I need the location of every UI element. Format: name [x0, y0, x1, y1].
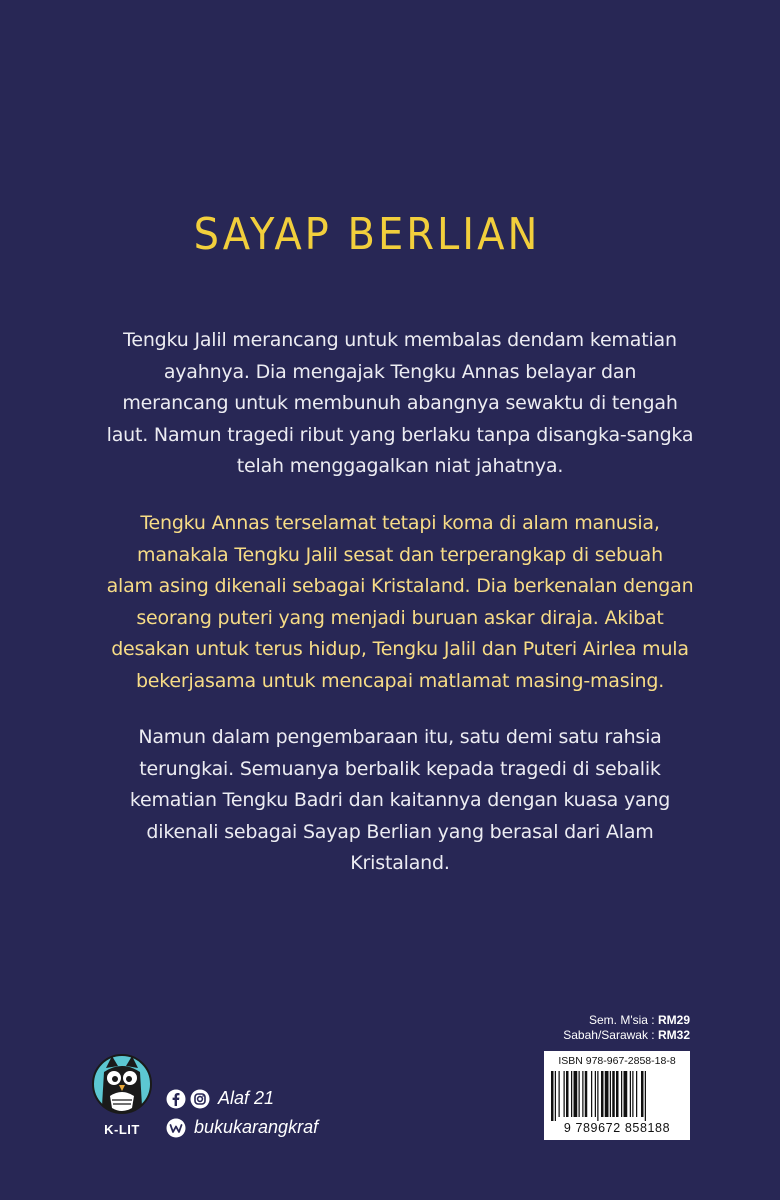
social-handle: bukukarangkraf [194, 1117, 319, 1137]
barcode-bar [632, 1071, 633, 1117]
barcode-bar [571, 1071, 572, 1117]
synopsis-line: alam asing dikenali sebagai Kristaland. Dia berkenalan dengan [106, 575, 694, 597]
barcode-bar [621, 1071, 622, 1117]
barcode-bar [564, 1071, 565, 1117]
synopsis-line: ayahnya. Dia mengajak Tengku Annas belayar dan [163, 360, 637, 383]
synopsis-line: merancang untuk membunuh abangnya sewaktu di tengah [122, 392, 678, 414]
isbn-barcode [544, 1051, 690, 1140]
social-handle: Alaf 21 [218, 1088, 275, 1108]
synopsis-paragraph-2 [80, 508, 720, 697]
barcode-bars [551, 1071, 683, 1121]
price-list [563, 1013, 690, 1043]
synopsis-paragraph-3 [80, 722, 720, 880]
k-lit-logo-text: K-LIT [104, 1122, 140, 1137]
instagram-icon [190, 1089, 210, 1109]
barcode-bar [555, 1071, 556, 1121]
barcode-bar [636, 1071, 637, 1117]
isbn-label: ISBN 978-967-2858-18-8 [558, 1055, 676, 1067]
synopsis-line: dikenali sebagai Sayap Berlian yang berasal dari Alam [146, 820, 654, 843]
synopsis-line: seorang puteri yang menjadi buruan askar diraja. Akibat [136, 606, 664, 629]
barcode-bar [574, 1071, 578, 1117]
synopsis-line: kematian Tengku Badri dan kaitannya dengan kuasa yang [129, 789, 671, 811]
synopsis-line: manakala Tengku Jalil sesat dan terperangkap di sebuah [137, 543, 663, 566]
price-value: RM29 [657, 1013, 690, 1027]
barcode-bar [645, 1071, 646, 1121]
isbn-digits: 9 789672 858188 [563, 1121, 671, 1135]
synopsis-line: bekerjasama untuk mencapai matlamat masing-masing. [135, 669, 665, 692]
barcode-bar [566, 1071, 569, 1117]
barcode-bar [595, 1071, 596, 1117]
barcode-bar [585, 1071, 588, 1117]
synopsis-line: terungkai. Semuanya berbalik kepada tragedi di sebalik [139, 757, 661, 780]
barcode-bar [582, 1071, 583, 1117]
synopsis-line: telah menggagalkan niat jahatnya. [236, 455, 564, 477]
barcode-bar [624, 1071, 628, 1117]
social-link-bukukarangkraf[interactable] [166, 1117, 318, 1138]
barcode-bar [591, 1071, 592, 1117]
price-row-east [563, 1028, 690, 1043]
price-label: Sabah/Sarawak : [563, 1028, 658, 1042]
price-value: RM32 [657, 1028, 690, 1042]
synopsis-line: desakan untuk terus hidup, Tengku Jalil dan Puteri Airlea mula [111, 638, 689, 660]
barcode-bar [612, 1071, 615, 1117]
barcode-bar [559, 1071, 560, 1117]
barcode-bar [605, 1071, 609, 1117]
facebook-icon [166, 1089, 186, 1109]
synopsis-line: Kristaland. [350, 852, 450, 874]
social-link-alaf21[interactable] [166, 1088, 274, 1109]
barcode-bar [610, 1071, 611, 1117]
barcode-bar [597, 1071, 598, 1121]
barcode-bar [630, 1071, 631, 1117]
synopsis-line: Tengku Annas terselamat tetapi koma di alam manusia, [140, 512, 660, 534]
barcode-bar [579, 1071, 580, 1117]
synopsis-line: Namun dalam pengembaraan itu, satu demi satu rahsia [138, 726, 662, 748]
web-icon [166, 1118, 186, 1138]
price-row-peninsular [563, 1013, 690, 1028]
synopsis-line: laut. Namun tragedi ribut yang berlaku tanpa disangka-sangka [106, 423, 694, 446]
book-title: SAYAP BERLIAN [193, 210, 541, 260]
synopsis-line: Tengku Jalil merancang untuk membalas dendam kematian [123, 329, 677, 351]
barcode-bar [616, 1071, 619, 1117]
barcode-bar [551, 1071, 554, 1121]
synopsis-paragraph-1 [80, 325, 720, 483]
price-label: Sem. M'sia : [589, 1013, 658, 1027]
barcode-bar [641, 1071, 644, 1117]
barcode-bar [601, 1071, 604, 1117]
